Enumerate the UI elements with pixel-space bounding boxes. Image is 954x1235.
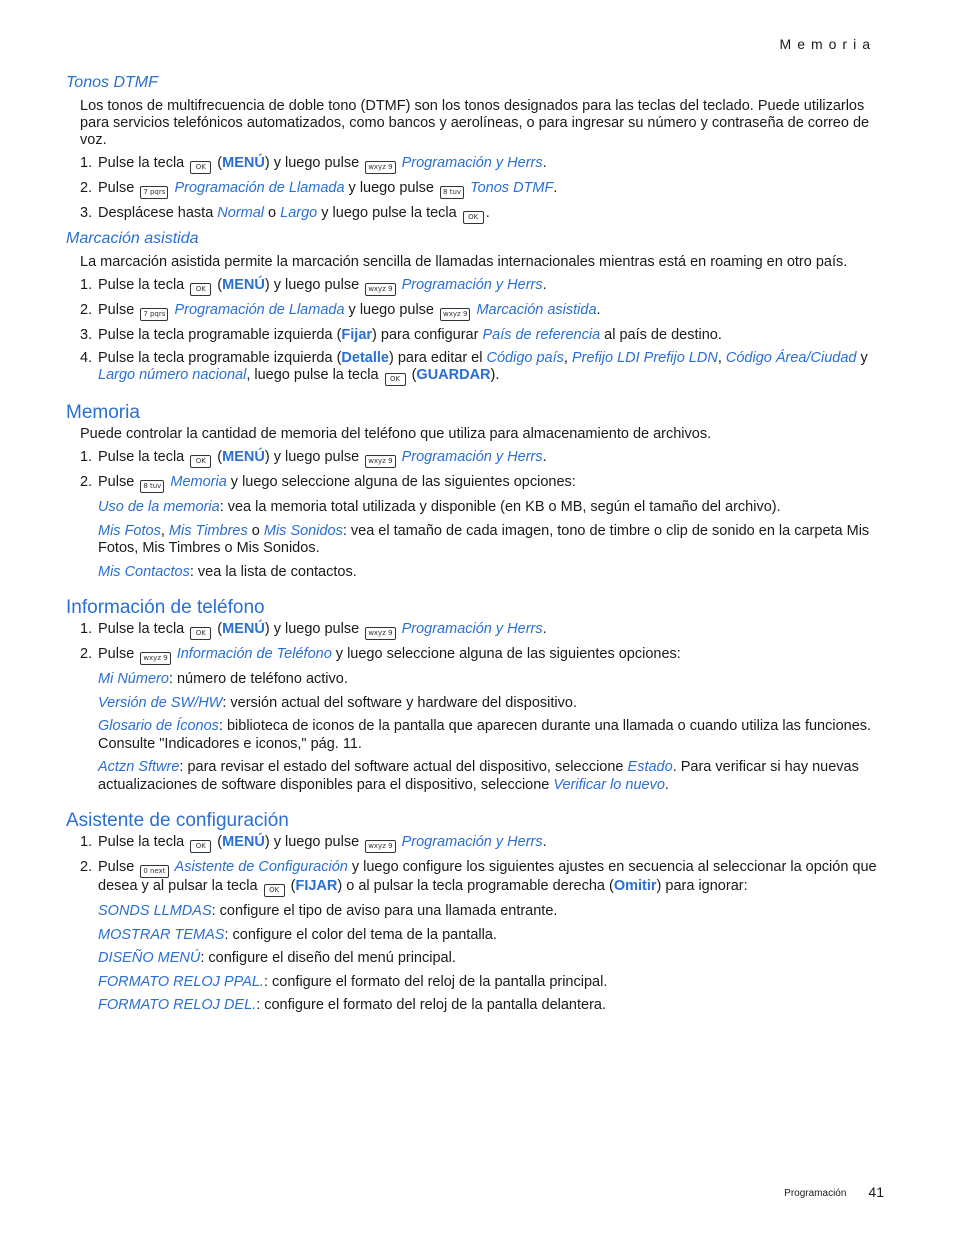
- step: 2. Pulse wxyz 9 Información de Teléfono y luego seleccione alguna de las siguientes opciones:: [80, 646, 886, 665]
- key-9-icon: wxyz 9: [140, 652, 170, 665]
- option-item: Mis Contactos: vea la lista de contactos.: [98, 563, 357, 580]
- option-item: Versión de SW/HW: versión actual del software y hardware del dispositivo.: [98, 694, 577, 711]
- subsection-title-marcacion: Marcación asistida: [66, 230, 199, 247]
- section-title-memoria: Memoria: [66, 402, 140, 423]
- ok-key-icon: OK: [190, 161, 211, 174]
- step: 2. Pulse 8 tuv Memoria y luego seleccione alguna de las siguientes opciones:: [80, 474, 886, 493]
- ok-key-icon: OK: [190, 455, 211, 468]
- option-item: Mis Fotos, Mis Timbres o Mis Sonidos: vea el tamaño de cada imagen, tono de timbre o clip de sonido en la carpeta Mis Fotos, Mis Timbres o Mis Sonidos.: [98, 522, 870, 556]
- step: 4. Pulse la tecla programable izquierda (Detalle) para editar el Código país, Prefijo LDI Prefijo LDN, Código Área/Ciudad y Largo número nacional, luego pulse la tecla OK (GUARDAR).: [80, 350, 886, 386]
- step: 2. Pulse 7 pqrs Programación de Llamada y luego pulse wxyz 9 Marcación asistida.: [80, 302, 886, 321]
- option-item: FORMATO RELOJ PPAL.: configure el formato del reloj de la pantalla principal.: [98, 973, 608, 990]
- page-footer: [784, 1184, 884, 1200]
- step: 1. Pulse la tecla OK (MENÚ) y luego pulse wxyz 9 Programación y Herrs.: [80, 155, 886, 174]
- section-title-info: Información de teléfono: [66, 597, 265, 618]
- subsection-title-dtmf: Tonos DTMF: [66, 74, 158, 91]
- page-number: 41: [868, 1184, 884, 1200]
- option-item: Glosario de Íconos: biblioteca de iconos de la pantalla que aparecen durante una llamada o cuando utiliza las funciones. Consulte "Indicadores e iconos," pág. 11.: [98, 718, 872, 752]
- step: 1. Pulse la tecla OK (MENÚ) y luego pulse wxyz 9 Programación y Herrs.: [80, 621, 886, 640]
- key-9-icon: wxyz 9: [365, 840, 395, 853]
- steps-list: [66, 449, 886, 493]
- option-item: SONDS LLMDAS: configure el tipo de aviso para una llamada entrante.: [98, 903, 558, 919]
- ok-key-icon: OK: [264, 884, 285, 897]
- section-title-asistente: Asistente de configuración: [66, 810, 289, 831]
- step: 2. Pulse 7 pqrs Programación de Llamada y luego pulse 8 tuv Tonos DTMF.: [80, 180, 886, 199]
- paragraph: Los tonos de multifrecuencia de doble tono (DTMF) son los tonos designados para las teclas del teclado. Puede utilizarlos para servicios telefónicos automatizados, como bancos y aerolíneas, o para ingresar su número y contraseña de correo de voz.: [80, 98, 870, 148]
- key-0-icon: 0 next: [140, 865, 168, 878]
- ok-key-icon: OK: [190, 627, 211, 640]
- steps-list: [66, 621, 886, 665]
- step: 1. Pulse la tecla OK (MENÚ) y luego pulse wxyz 9 Programación y Herrs.: [80, 277, 886, 296]
- option-item: FORMATO RELOJ DEL.: configure el formato del reloj de la pantalla delantera.: [98, 997, 607, 1013]
- page-content: [66, 74, 886, 1021]
- key-8-icon: 8 tuv: [140, 480, 164, 493]
- ok-key-icon: OK: [190, 840, 211, 853]
- footer-label: Programación: [784, 1188, 847, 1199]
- step: 3. Desplácese hasta Normal o Largo y luego pulse la tecla OK .: [80, 205, 886, 224]
- ok-key-icon: OK: [190, 283, 211, 296]
- key-7-icon: 7 pqrs: [140, 186, 168, 199]
- key-9-icon: wxyz 9: [365, 455, 395, 468]
- key-7-icon: 7 pqrs: [140, 308, 168, 321]
- key-9-icon: wxyz 9: [440, 308, 470, 321]
- steps-list: [66, 155, 886, 224]
- steps-list: [66, 277, 886, 386]
- ok-key-icon: OK: [385, 373, 406, 386]
- option-item: Mi Número: número de teléfono activo.: [98, 671, 348, 687]
- key-9-icon: wxyz 9: [365, 161, 395, 174]
- option-item: MOSTRAR TEMAS: configure el color del tema de la pantalla.: [98, 926, 497, 943]
- ok-key-icon: OK: [463, 211, 484, 224]
- page-header: Memoria: [779, 36, 876, 52]
- step: 1. Pulse la tecla OK (MENÚ) y luego pulse wxyz 9 Programación y Herrs.: [80, 449, 886, 468]
- paragraph: La marcación asistida permite la marcación sencilla de llamadas internacionales mientras está en roaming en otro país.: [80, 254, 848, 270]
- step: 2. Pulse 0 next Asistente de Configuración y luego configure los siguientes ajustes en secuencia al seleccionar la opción que desea y al pulsar la tecla OK (FIJAR) o al pulsar la tecla programable derecha (Omitir) para ignorar:: [80, 859, 886, 897]
- key-9-icon: wxyz 9: [365, 283, 395, 296]
- step: 1. Pulse la tecla OK (MENÚ) y luego pulse wxyz 9 Programación y Herrs.: [80, 834, 886, 853]
- option-item: DISEÑO MENÚ: configure el diseño del menú principal.: [98, 950, 456, 966]
- key-8-icon: 8 tuv: [440, 186, 464, 199]
- steps-list: [66, 834, 886, 897]
- option-item: Uso de la memoria: vea la memoria total utilizada y disponible (en KB o MB, según el tamaño del archivo).: [98, 499, 781, 515]
- step: 3. Pulse la tecla programable izquierda (Fijar) para configurar País de referencia al país de destino.: [80, 327, 722, 343]
- option-item: Actzn Sftwre: para revisar el estado del software actual del dispositivo, seleccione Estado. Para verificar si hay nuevas actualizaciones de software disponibles para el dispositivo, seleccione Verificar lo nuevo.: [98, 759, 859, 793]
- key-9-icon: wxyz 9: [365, 627, 395, 640]
- paragraph: Puede controlar la cantidad de memoria del teléfono que utiliza para almacenamiento de archivos.: [80, 426, 712, 442]
